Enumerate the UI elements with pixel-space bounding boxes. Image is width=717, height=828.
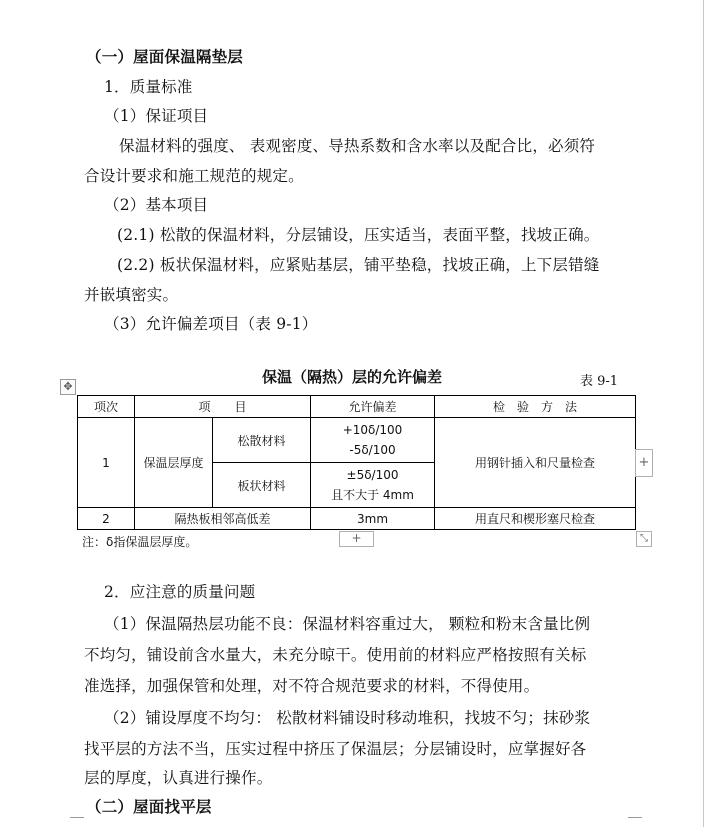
paragraph-line: 并嵌填密实。	[84, 286, 179, 304]
paragraph-line: 不均匀，铺设前含水量大，未充分晾干。使用前的材料应严格按照有关标	[84, 646, 587, 664]
cell-method: 用钢针插入和尺量检查	[435, 418, 636, 508]
section-quality-standard: 1．质量标准	[104, 78, 193, 96]
paragraph-line: （2）铺设厚度不均匀： 松散材料铺设时移动堆积，找坡不匀；抹砂浆	[104, 709, 591, 727]
add-column-button[interactable]: +	[635, 449, 653, 477]
cell-category: 保温层厚度	[135, 418, 213, 508]
paragraph-line: 保温材料的强度、 表观密度、导热系数和含水率以及配合比，必须符	[119, 137, 596, 155]
table-move-icon[interactable]: ✥	[60, 379, 76, 395]
heading-roof-leveling: （二）屋面找平层	[86, 797, 212, 816]
cell-loose-material: 松散材料	[213, 418, 311, 463]
cell-method: 用直尺和楔形塞尺检查	[435, 508, 636, 530]
cell-board-tolerance	[311, 463, 435, 508]
table-number: 表 9-1	[580, 374, 619, 389]
deviation-table	[77, 395, 636, 530]
tolerance-upper: ±5δ/100	[346, 468, 399, 482]
paragraph-line: （1）保温隔热层功能不良：保温材料容重过大， 颗粒和粉末含量比例	[104, 615, 591, 633]
cell-board-material: 板状材料	[213, 463, 311, 508]
section-quality-problems: 2．应注意的质量问题	[104, 583, 256, 601]
subsection-basic-items: （2）基本项目	[104, 196, 209, 214]
cell-tolerance: 3mm	[311, 508, 435, 530]
table-note: 注：δ指保温层厚度。	[82, 535, 198, 549]
item-loose-material: (2.1) 松散的保温材料，分层铺设，压实适当，表面平整，找坡正确。	[117, 226, 600, 244]
heading-roof-insulation: （一）屋面保温隔垫层	[86, 47, 244, 66]
margin-mark-bottom-left	[70, 817, 84, 828]
item-board-material: (2.2) 板状保温材料，应紧贴基层，铺平垫稳，找坡正确，上下层错缝	[117, 256, 600, 274]
table-row	[78, 508, 636, 530]
tolerance-limit: 且不大于 4mm	[331, 488, 414, 502]
paragraph-line: 找平层的方法不当，压实过程中挤压了保温层；分层铺设时，应掌握好各	[84, 740, 587, 758]
table-row	[78, 418, 636, 463]
header-method: 检 验 方 法	[435, 396, 636, 418]
table-resize-icon[interactable]: ⤡	[636, 531, 652, 547]
add-row-button[interactable]: +	[339, 531, 374, 547]
cell-seq: 2	[78, 508, 135, 530]
header-item: 项 目	[135, 396, 311, 418]
header-tolerance: 允许偏差	[311, 396, 435, 418]
page-right-border	[703, 0, 704, 827]
margin-mark-bottom-right	[628, 817, 642, 828]
tolerance-lower: -5δ/100	[349, 443, 396, 457]
tolerance-upper: +10δ/100	[342, 423, 403, 437]
cell-seq: 1	[78, 418, 135, 508]
subsection-allowed-deviation: （3）允许偏差项目（表 9-1）	[104, 315, 318, 333]
paragraph-line: 合设计要求和施工规范的规定。	[84, 167, 304, 185]
paragraph-line: 层的厚度，认真进行操作。	[84, 769, 273, 787]
header-seq: 项次	[78, 396, 135, 418]
table-header-row	[78, 396, 636, 418]
cell-loose-tolerance	[311, 418, 435, 463]
paragraph-line: 准选择，加强保管和处理，对不符合规范要求的材料，不得使用。	[84, 677, 540, 695]
subsection-guarantee-items: （1）保证项目	[104, 107, 209, 125]
table-caption: 保温（隔热）层的允许偏差	[262, 368, 443, 386]
cell-item: 隔热板相邻高低差	[135, 508, 311, 530]
